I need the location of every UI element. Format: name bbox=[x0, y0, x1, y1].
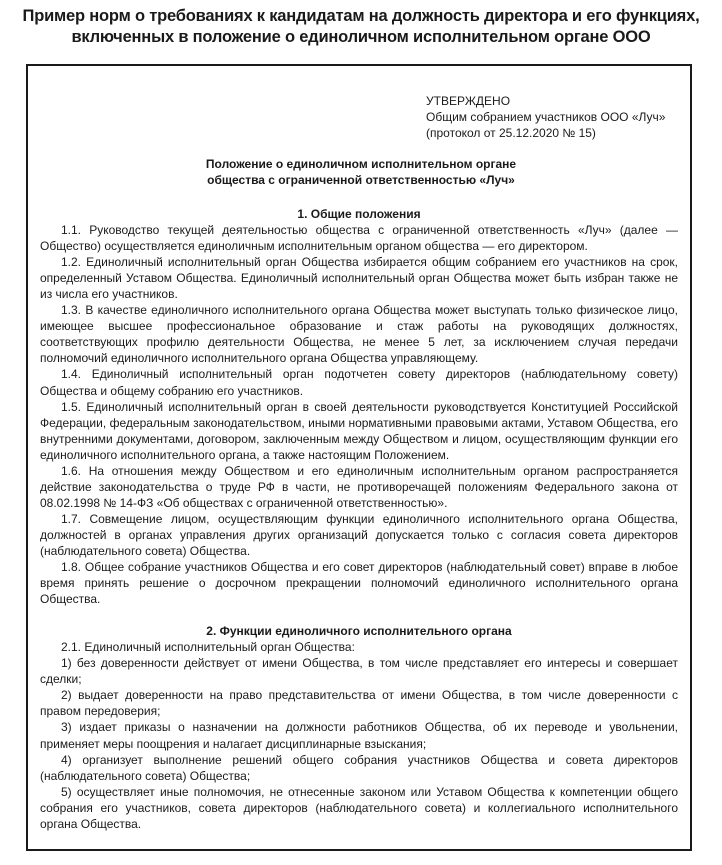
section-2-heading: 2. Функции единоличного исполнительного органа bbox=[206, 624, 512, 639]
section-1-paragraph: 1.8. Общее собрание участников Общества и его совет директоров (наблюдательный совет) вправе в любое время принять решение о досрочном прекращении полномочий единоличного исполнительного органа Общества. bbox=[40, 560, 678, 607]
section-1-paragraph: 1.7. Совмещение лицом, осуществляющим функции единоличного исполнительного органа Общества, должностей в органах управления других организаций допускается только с согласия совета директоров (наблюдательного совета) Общества. bbox=[40, 511, 678, 558]
section-1-paragraph: 1.5. Единоличный исполнительный орган в своей деятельности руководствуется Конституцией Российской Федерации, федеральным законодательством, иными нормативными правовыми актами, Уставом Общества, его внутренними документами, договором, заключенным между Обществом и лицом, осуществляющим функции его единоличного исполнительного органа, а также настоящим Положением. bbox=[40, 399, 678, 462]
section-1-heading: 1. Общие положения bbox=[297, 207, 421, 221]
section-1-paragraph: 1.1. Руководство текущей деятельностью общества с ограниченной ответственность «Луч» (далее — Общество) осуществляется единоличным исполнительным органом общества — его директором. bbox=[40, 223, 678, 254]
document-title bbox=[0, 156, 722, 188]
approval-status: УТВЕРЖДЕНО bbox=[426, 94, 511, 108]
page-header bbox=[0, 6, 722, 48]
header-title-line-1: Пример норм о требованиях к кандидатам на должность директора и его функциях, bbox=[22, 7, 700, 25]
section-1-paragraph: 1.2. Единоличный исполнительный орган Общества избирается общим собранием его участников на срок, определенный Уставом Общества. Единоличный исполнительный орган Общества может быть избран также не из числа его участников. bbox=[40, 255, 678, 302]
approval-block bbox=[426, 93, 665, 141]
section-2-list-item: 2) выдает доверенности на право представительства от имени Общества, в том числе доверенности с правом передоверия; bbox=[40, 688, 678, 719]
document-title-line-2: общества с ограниченной ответственностью «Луч» bbox=[207, 173, 515, 187]
document-body bbox=[40, 206, 678, 832]
section-2-intro: 2.1. Единоличный исполнительный орган Общества: bbox=[61, 640, 355, 655]
section-2-list-item: 3) издает приказы о назначении на должности работников Общества, об их переводе и увольнении, применяет меры поощрения и налагает дисциплинарные взыскания; bbox=[40, 720, 678, 751]
section-1-paragraph: 1.4. Единоличный исполнительный орган подотчетен совету директоров (наблюдательному совету) Общества и общему собранию его участников. bbox=[40, 367, 678, 398]
section-2-list-item: 1) без доверенности действует от имени Общества, в том числе представляет его интересы и совершает сделки; bbox=[40, 656, 678, 687]
approval-approved-by: Общим собранием участников ООО «Луч» bbox=[426, 110, 666, 124]
document-title-line-1: Положение о единоличном исполнительном органе bbox=[205, 157, 517, 171]
approval-protocol: (протокол от 25.12.2020 № 15) bbox=[426, 126, 596, 140]
header-title-line-2: включенных в положение о единоличном исполнительном органе ООО bbox=[71, 28, 651, 46]
section-1-paragraph: 1.3. В качестве единоличного исполнительного органа Общества может выступать только физическое лицо, имеющее высшее профессиональное образование и стаж работы на руководящих должностях, соответствующих профилю деятельности Общества, не менее 5 лет, за исключением случая передачи полномочий единоличного исполнительного органа Общества управляющему. bbox=[40, 303, 678, 366]
section-2-list-item: 4) организует выполнение решений общего собрания участников Общества и совета директоров (наблюдательного совета) Общества; bbox=[40, 752, 678, 783]
section-2-list-item: 5) осуществляет иные полномочия, не отнесенные законом или Уставом Общества к компетенции общего собрания его участников, совета директоров (наблюдательного совета) и коллегиального исполнительного органа Общества. bbox=[40, 784, 678, 831]
section-1-paragraph: 1.6. На отношения между Обществом и его единоличным исполнительным органом распространяется действие законодательства о труде РФ в части, не противоречащей положениям Федерального закона от 08.02.1998 № 14-ФЗ «Об обществах с ограниченной ответственностью». bbox=[40, 463, 678, 510]
